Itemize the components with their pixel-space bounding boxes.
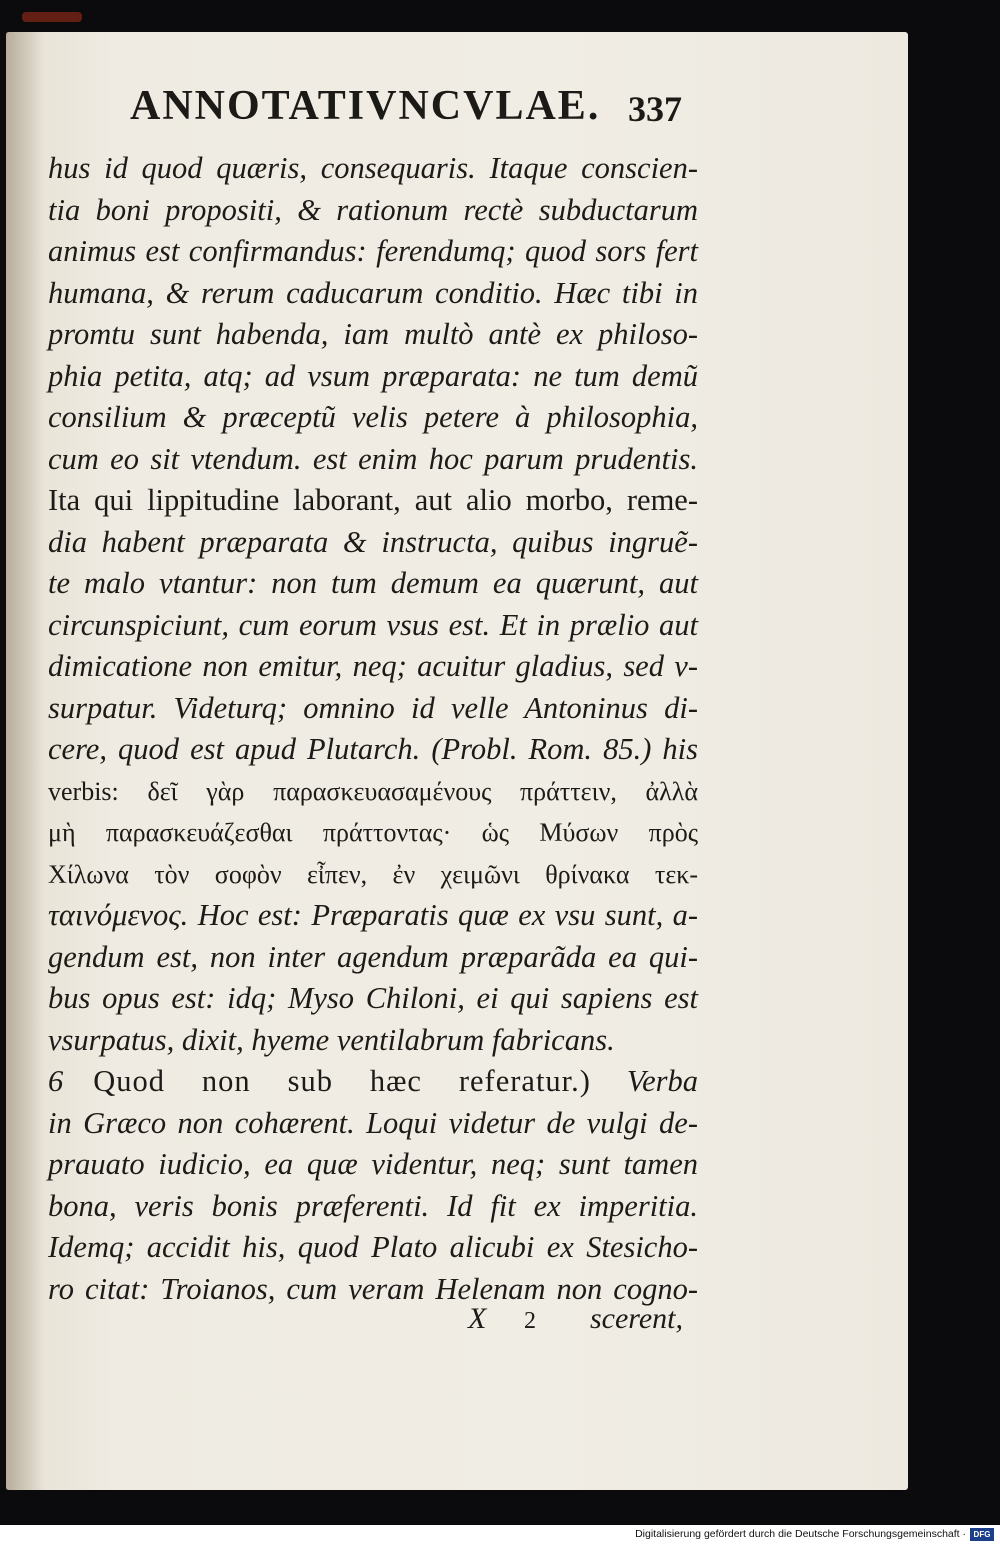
- body-text: [48, 148, 698, 1310]
- text-line: phia petita, atq; ad vsum præparata: ne tum demũ: [48, 358, 698, 393]
- signature-number: 2: [524, 1308, 536, 1334]
- running-head: ANNOTATIVNCVLAE.: [130, 83, 601, 129]
- annotation-lemma: Quod non sub hæc referatur.): [93, 1064, 591, 1098]
- text-line: dia habent præparata & instructa, quibus ingruẽ-: [48, 524, 698, 559]
- text-line: hus id quod quæris, consequaris. Itaque conscien-: [48, 151, 698, 185]
- annotation-line: in Græco non cohærent. Loqui videtur de vulgi de-: [48, 1105, 698, 1140]
- annotation-text-start: Verba: [626, 1064, 699, 1098]
- greek-line: μὴ παρασκευάζεσθαι πράττοντας· ὡς Μύσων πρὸς: [48, 818, 698, 847]
- annotation-line: bona, veris bonis præferenti. Id fit ex imperitia.: [48, 1188, 698, 1223]
- binding-mark: [22, 12, 82, 22]
- text-line: gendum est, non inter agendum præparãda ea qui-: [48, 939, 698, 974]
- annotation-line: prauato iudicio, ea quæ videntur, neq; sunt tamen: [48, 1147, 698, 1181]
- annotation-line: Idemq; accidit his, quod Plato alicubi ex Stesicho-: [48, 1230, 698, 1264]
- text-line: animus est confirmandus: ferendumq; quod sors fert: [48, 234, 698, 268]
- text-line: cere, quod est apud Plutarch. (Probl. Rom. 85.) his: [48, 732, 698, 766]
- text-line: consilium & præceptũ velis petere à philosophia,: [48, 400, 698, 434]
- text-line: te malo vtantur: non tum demum ea quærunt, aut: [48, 566, 698, 600]
- text-line: Ita qui lippitudine laborant, aut alio morbo, reme-: [48, 483, 698, 517]
- annotation-heading: [48, 1061, 698, 1103]
- text-line: bus opus est: idq; Myso Chiloni, ei qui sapiens est: [48, 981, 698, 1015]
- text-line: tia boni propositi, & rationum rectè subductarum: [48, 192, 698, 227]
- dfg-logo: DFG: [970, 1528, 994, 1541]
- text-line: circunspiciunt, cum eorum vsus est. Et in prælio aut: [48, 607, 698, 642]
- footer-credit: Digitalisierung gefördert durch die Deutsche Forschungsgemeinschaft ·: [635, 1528, 966, 1540]
- signature-mark: X: [468, 1302, 487, 1335]
- text-line: humana, & rerum caducarum conditio. Hæc tibi in: [48, 275, 698, 310]
- text-line: vsurpatus, dixit, hyeme ventilabrum fabricans.: [48, 1022, 615, 1057]
- annotation-number: 6: [48, 1064, 64, 1098]
- page-number: 337: [628, 89, 682, 129]
- annotation-line: ro citat: Troianos, cum veram Helenam non cogno-: [48, 1271, 698, 1306]
- greek-line: Χίλωνα τὸν σοφὸν εἶπεν, ἐν χειμῶνι θρίνακα τεκ-: [48, 859, 698, 889]
- digitization-footer: [0, 1525, 1000, 1545]
- text-line: promtu sunt habenda, iam multò antè ex philoso-: [48, 317, 698, 351]
- text-line: ταινόμενος. Hoc est: Præparatis quæ ex vsu sunt, a-: [48, 898, 698, 932]
- gutter-shadow: [6, 32, 44, 1490]
- text-line: dimicatione non emitur, neq; acuitur gladius, sed v-: [48, 649, 698, 683]
- text-line: surpatur. Videturq; omnino id velle Antoninus di-: [48, 690, 698, 725]
- text-line: cum eo sit vtendum. est enim hoc parum prudentis.: [48, 441, 698, 476]
- catchword: scerent,: [590, 1302, 684, 1335]
- greek-line: verbis: δεῖ γὰρ παρασκευασαμένους πράττειν, ἀλλὰ: [48, 776, 698, 806]
